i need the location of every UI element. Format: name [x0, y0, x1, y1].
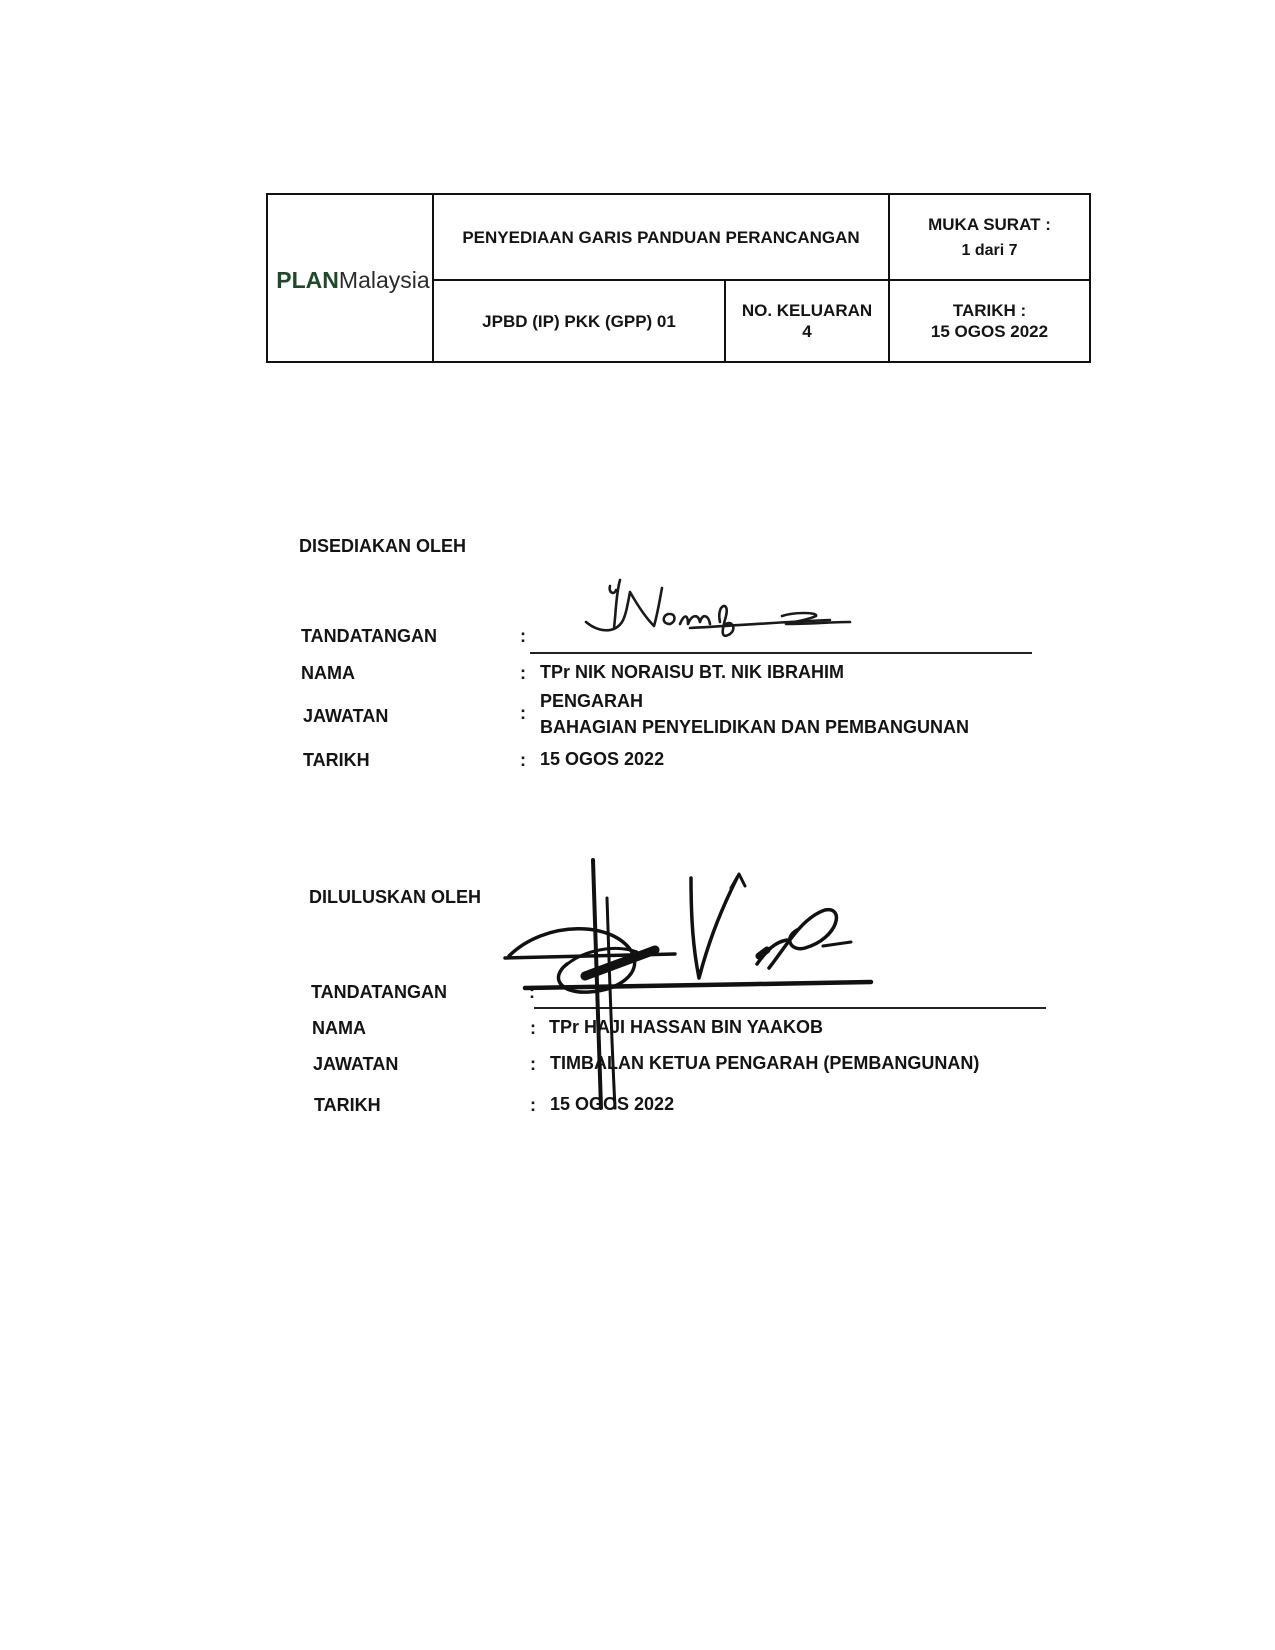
issue-value: 4	[802, 322, 812, 341]
separator: :	[520, 703, 526, 723]
planmalaysia-logo	[272, 265, 434, 295]
separator: :	[520, 663, 526, 683]
prepared-signature-image	[580, 572, 870, 652]
approved-signature-image	[505, 858, 885, 1118]
approved-by-title: DILULUSKAN OLEH	[309, 887, 481, 907]
approved-date-value: 15 OGOS 2022	[550, 1094, 675, 1114]
prepared-name-label: NAMA	[301, 663, 355, 683]
prepared-by-title: DISEDIAKAN OLEH	[299, 536, 467, 556]
separator: :	[520, 750, 526, 770]
approved-signature-label: TANDATANGAN	[311, 982, 447, 1002]
issue-number-cell	[726, 281, 888, 361]
approved-name-value: TPr HAJI HASSAN BIN YAAKOB	[549, 1017, 824, 1037]
page-value: 1 dari 7	[961, 241, 1018, 259]
document-code: JPBD (IP) PKK (GPP) 01	[482, 311, 676, 331]
approved-position-value: TIMBALAN KETUA PENGARAH (PEMBANGUNAN)	[550, 1053, 980, 1073]
separator: :	[530, 1018, 536, 1038]
approved-position-label: JAWATAN	[313, 1054, 399, 1074]
prepared-signature-line	[530, 652, 1032, 654]
separator: :	[520, 626, 526, 646]
document-title: PENYEDIAAN GARIS PANDUAN PERANCANGAN	[462, 227, 860, 247]
logo-text-malaysia: Malaysia	[338, 266, 430, 293]
approved-date-label: TARIKH	[314, 1095, 381, 1115]
prepared-name-value: TPr NIK NORAISU BT. NIK IBRAHIM	[540, 662, 845, 682]
prepared-signature-label: TANDATANGAN	[301, 626, 437, 646]
prepared-position-label: JAWATAN	[303, 706, 389, 726]
date-label: TARIKH :	[952, 301, 1027, 320]
issue-label: NO. KELUARAN	[741, 301, 873, 320]
prepared-date-value: 15 OGOS 2022	[540, 749, 665, 769]
logo-text-plan: PLAN	[276, 266, 339, 293]
separator: :	[530, 1054, 536, 1074]
date-cell	[890, 281, 1089, 361]
page-label: MUKA SURAT :	[928, 214, 1051, 234]
prepared-date-label: TARIKH	[303, 750, 370, 770]
date-value: 15 OGOS 2022	[930, 322, 1049, 341]
prepared-position-line2: BAHAGIAN PENYELIDIKAN DAN PEMBANGUNAN	[540, 717, 970, 737]
page-info-cell	[890, 195, 1089, 279]
approved-name-label: NAMA	[312, 1018, 366, 1038]
document-header-table	[266, 193, 1091, 363]
prepared-position-line1: PENGARAH	[540, 691, 644, 711]
separator: :	[529, 982, 535, 1002]
separator: :	[530, 1095, 536, 1115]
